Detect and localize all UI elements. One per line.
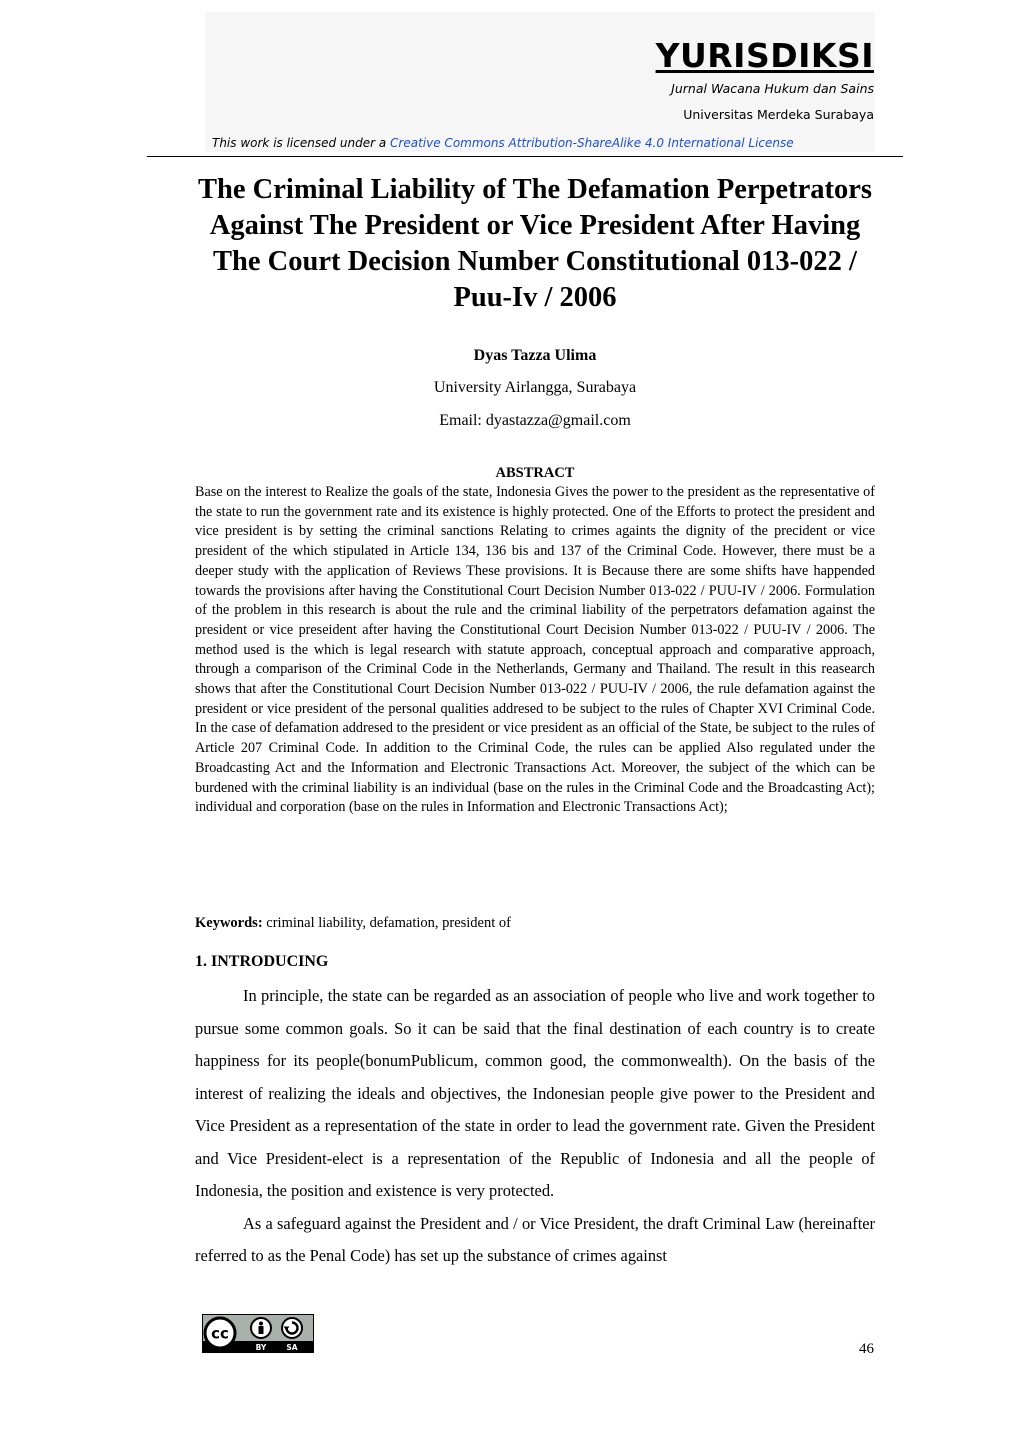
introduction-body bbox=[195, 980, 875, 1273]
author-affiliation: University Airlangga, Surabaya bbox=[433, 379, 637, 396]
keywords-label: Keywords: bbox=[195, 915, 263, 931]
by-label: BY bbox=[255, 1343, 267, 1352]
cc-by-sa-icon bbox=[203, 1315, 313, 1352]
keywords-list: criminal liability, defamation, president of bbox=[262, 915, 511, 931]
journal-name: YURISDIKSI bbox=[655, 36, 874, 75]
abstract-heading: ABSTRACT bbox=[495, 465, 575, 481]
journal-university: Universitas Merdeka Surabaya bbox=[683, 107, 874, 122]
license-link[interactable]: Creative Commons Attribution-ShareAlike 4.0 International License bbox=[390, 136, 794, 148]
license-prefix: This work is licensed under a bbox=[212, 136, 391, 148]
page-number: 46 bbox=[859, 1341, 874, 1357]
paragraph: In principle, the state can be regarded as an association of people who live and work together to pursue some common goals. So it can be said that the final destination of each country is to create happiness for its people(bonumPublicum, common good, the commonwealth). On the basis of the interest of realizing the ideals and objectives, the Indonesian people give power to the President and Vice President as a representation of the state in order to lead the government rate. Given the President and Vice President-elect is a representation of the Republic of Indonesia and all the people of Indonesia, the position and existence is very protected. bbox=[195, 986, 875, 1200]
paragraph: As a safeguard against the President and / or Vice President, the draft Criminal Law (hereinafter referred to as the Penal Code) has set up the substance of crimes against bbox=[195, 1213, 875, 1265]
author-name: Dyas Tazza Ulima bbox=[473, 347, 597, 364]
article-title: The Criminal Liability of The Defamation Perpetrators Against The President or Vice President After Having The Court Decision Number Constitutional 013-022 / Puu-Iv / 2006 bbox=[198, 174, 872, 313]
header-divider bbox=[147, 156, 903, 157]
abstract-body: Base on the interest to Realize the goals of the state, Indonesia Gives the power to the president as the representative of the state to run the government rate and its existence is highly protected. One of the Efforts to protect the president and vice president is by setting the criminal sanctions Relating to crimes againts the dignity of the precident or vice president of the which stipulated in Article 134, 136 bis and 137 of the Criminal Code. However, there must be a deeper study with the application of Reviews These provisions. It is Because there are some shifts have happended towards the provisions after having the Constitutional Court Decision Number 013-022 / PUU-IV / 2006. Formulation of the problem in this research is about the rule and the criminal liability of the perpetrators defamation against the president or vice preseident after having the Constitutional Court Decision Number 013-022 / PUU-IV / 2006. The method used is the which is legal research with statute approach, conceptual approach and comparative approach, through a comparison of the Criminal Code in the Netherlands, Germany and Thailand. The result in this reasearch shows that after the Constitutional Court Decision Number 013-022 / PUU-IV / 2006, the rule defamation against the president or vice president of the personal qualities addresed to be subject to the rules of Chapter XVI Criminal Code. In the case of defamation addresed to the president or vice president as an official of the State, be subject to the rules of Article 207 Criminal Code. In addition to the Criminal Code, the rules can be applied Also regulated under the Broadcasting Act and the Information and Electronic Transactions Act. Moreover, the subject of the which can be burdened with the criminal liability is an individual (base on the rules in the Criminal Code and the Broadcasting Act); individual and corporation (base on the rules in Information and Electronic Transactions Act); bbox=[195, 484, 875, 816]
license-line bbox=[212, 134, 872, 148]
cc-license-badge[interactable] bbox=[202, 1314, 314, 1353]
keywords bbox=[195, 914, 875, 932]
section-heading: 1. INTRODUCING bbox=[195, 953, 329, 970]
cc-mark: cc bbox=[211, 1324, 229, 1343]
journal-subtitle: Jurnal Wacana Hukum dan Sains bbox=[671, 81, 874, 96]
author-email: Email: dyastazza@gmail.com bbox=[439, 412, 631, 429]
sa-label: SA bbox=[286, 1343, 298, 1352]
